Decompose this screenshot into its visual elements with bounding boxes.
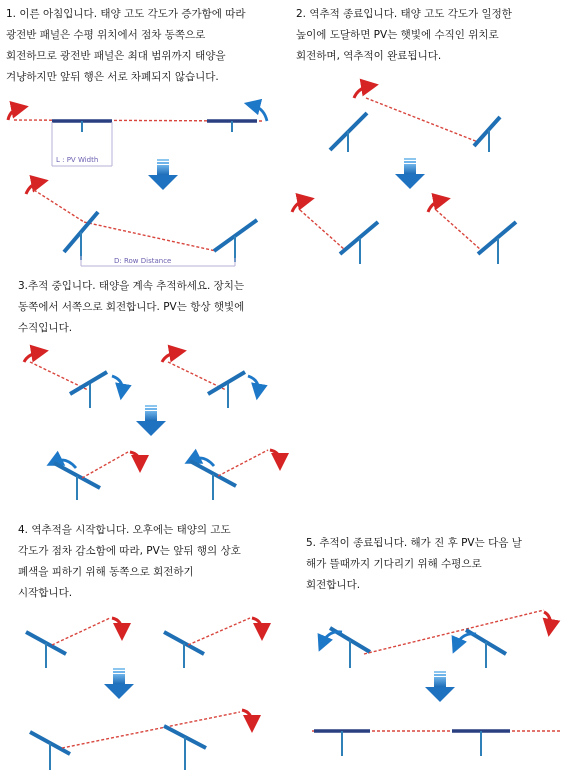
sun-path-arc-icon: [8, 108, 20, 120]
pv-panel: [70, 372, 107, 394]
step-4-text: 4. 역추적을 시작합니다. 오후에는 태양의 고도 각도가 점차 감소함에 따라, PV는 앞뒤 행의 상호 폐색을 피하기 위해 동쪽으로 회전하기 시작합니다.: [18, 524, 241, 599]
sun-ray: [84, 222, 216, 251]
step-1-text: 1. 이른 아침입니다. 태양 고도 각도가 증가함에 따라 광전반 패널은 수평 위치에서 점차 동쪽으로 회전하므로 광전반 패널은 최대 범위까지 태양을 겨냥하지만 앞뒤 행은 서로 차폐되지 않습니다.: [6, 8, 246, 83]
sun-path-arc-icon: [112, 618, 122, 632]
down-arrow-icon: [425, 671, 455, 702]
down-arrow-icon: [104, 668, 134, 699]
sun-ray: [168, 362, 226, 390]
down-arrow-icon: [136, 405, 166, 436]
sun-path-arc-icon: [162, 352, 178, 362]
down-arrow-icon: [395, 158, 425, 189]
step-4-diagram: [26, 618, 262, 770]
step-5-text: 5. 추적이 종료됩니다. 해가 진 후 PV는 다음 날 해가 뜰때까지 기다리기 위해 수평으로 회전합니다.: [306, 537, 522, 591]
sun-ray: [62, 712, 240, 748]
sun-path-arc-icon: [544, 612, 550, 628]
pv-width-label: L : PV Width: [56, 156, 99, 164]
sun-path-arc-icon: [242, 710, 252, 724]
sun-path-arc-icon: [26, 182, 40, 194]
pv-panel: [474, 117, 500, 146]
sun-ray: [52, 618, 110, 645]
pv-panel: [208, 372, 245, 394]
step-5-diagram: [312, 610, 562, 756]
step-2-diagram: [292, 86, 516, 264]
rotation-arrow-icon: [248, 376, 258, 392]
sun-path-arc-icon: [354, 86, 370, 98]
sun-path-arc-icon: [428, 200, 442, 212]
sun-ray: [218, 450, 268, 476]
sun-path-arc-icon: [252, 618, 262, 632]
sun-ray: [34, 190, 84, 222]
rotation-arrow-icon: [112, 376, 122, 392]
down-arrow-icon: [148, 159, 178, 190]
sun-ray: [82, 452, 128, 478]
rotation-arrow-icon: [252, 105, 267, 121]
sun-ray: [300, 210, 345, 250]
row-distance-label: D: Row Distance: [114, 257, 172, 265]
step-1-diagram: [8, 105, 267, 266]
sun-path-arc-icon: [130, 452, 140, 464]
sun-ray: [364, 610, 544, 654]
step-2-text: 2. 역추적 종료입니다. 태양 고도 각도가 일정한 높이에 도달하면 PV는 햇빛에 수직인 위치로 회전하며, 역추적이 완료됩니다.: [296, 8, 512, 62]
sun-path-arc-icon: [292, 200, 306, 212]
sun-ray: [188, 618, 250, 645]
sun-ray: [30, 362, 88, 390]
step-3-text: 3.추적 중입니다. 태양을 계속 추적하세요. 장치는 동쪽에서 서쪽으로 회전합니다. PV는 항상 햇빛에 수직입니다.: [18, 280, 245, 334]
sun-path-arc-icon: [24, 352, 40, 362]
sun-ray: [436, 210, 481, 250]
step-3-diagram: [24, 352, 280, 500]
sun-ray: [366, 98, 478, 142]
sun-path-arc-icon: [270, 450, 280, 462]
